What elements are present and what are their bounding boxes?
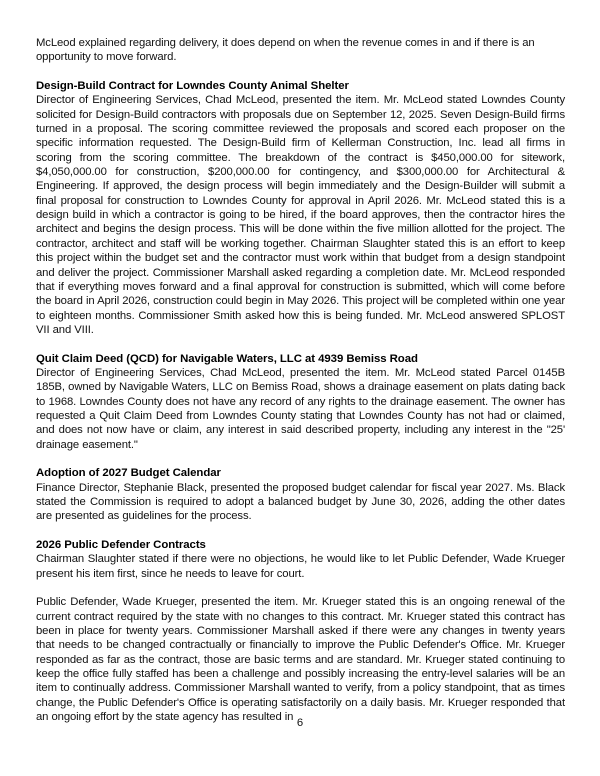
paragraph-design-build-contract: Director of Engineering Services, Chad McLeod, presented the item. Mr. McLeod stated Lowndes County solicited for Design-Build contractors with proposals due on September 12, 2025. Seven Design-Build firms turned in a proposal. The scoring committee reviewed the proposals and scored each proposer on the specific information requested. The Design-Build firm of Kellerman Construction, Inc. lead all firms in scoring from the scoring committee. The breakdown of the contract is $450,000.00 for sitework, $4,050,000.00 for construction, $200,000.00 for contingency, and $300,000.00 for Architectural & Engineering. If approved, the design process will begin immediately and the Design-Builder will submit a final proposal for construction to Lowndes County for approval in April 2026. Mr. McLeod stated this is a design build in which a contractor is going to be hired, if the board approves, then the contractor hires the architect and begins the design process. This will be done within the five million allotted for the project. The contractor, architect and staff will be working together. Chairman Slaughter stated this is an effort to keep this project within the budget set and the contractor must work within that budget from a design standpoint and deliver the project. Commissioner Marshall asked regarding a completion date. Mr. McLeod responded that if everything moves forward and a final approval for construction is submitted, which will come before the board in April 2026, construction could begin in May 2026. This project will be completed within one year to eighteen months. Commissioner Smith asked how this is being funded. Mr. McLeod answered SPLOST VII and VIII. (36, 94, 565, 336)
spacer-4 (36, 524, 565, 538)
heading-design-build-contract: Design-Build Contract for Lowndes County Animal Shelter (36, 80, 349, 93)
paragraph-quit-claim-deed: Director of Engineering Services, Chad McLeod, presented the item. Mr. McLeod stated Parcel 0145B 185B, owned by Navigable Waters, LLC on Bemiss Road, shows a drainage easement on plats dating back to 1968. Lowndes County does not have any record of any rights to the drainage easement. The owner has requested a Quit Claim Deed from Lowndes County stating that Lowndes County has not had or claimed, and does not now have or claim, any interest in said described property, including any interest in the "25' drainage easement." (36, 366, 565, 451)
heading-public-defender-contracts: 2026 Public Defender Contracts (36, 539, 206, 552)
spacer-5 (36, 581, 565, 595)
document-body (36, 36, 565, 725)
paragraph-delivery-revenue: McLeod explained regarding delivery, it does depend on when the revenue comes in and if there is an opportunity to move forward. (36, 37, 535, 64)
paragraph-public-defender-intro: Chairman Slaughter stated if there were no objections, he would like to let Public Defender, Wade Krueger present his item first, since he needs to leave for court. (36, 553, 565, 580)
heading-quit-claim-deed: Quit Claim Deed (QCD) for Navigable Waters, LLC at 4939 Bemiss Road (36, 352, 418, 365)
paragraph-public-defender-detail: Public Defender, Wade Krueger, presented the item. Mr. Krueger stated this is an ongoing renewal of the current contract required by the state with no changes to this contract. Mr. Krueger stated this contract has been in place for twenty years. Commissioner Marshall asked if there were any changes in twenty years that needs to be changed contractually or financially to improve the Public Defender's Office. Mr. Krueger responded as far as the contract, those are basic terms and are standard. Mr. Krueger stated continuing to keep the office fully staffed has been a challenge and possibly increasing the entry-level salaries will be an item to continually address. Commissioner Marshall wanted to verify, from a policy standpoint, that as times change, the Public Defender's Office is operating satisfactorily on a daily basis. Mr. Krueger responded that an ongoing effort by the state agency has resulted in (36, 596, 565, 724)
spacer-1 (36, 65, 565, 79)
spacer-2 (36, 337, 565, 351)
page-number: 6 (296, 717, 304, 729)
heading-budget-calendar: Adoption of 2027 Budget Calendar (36, 467, 221, 480)
paragraph-budget-calendar: Finance Director, Stephanie Black, presented the proposed budget calendar for fiscal year 2027. Ms. Black stated the Commission is required to adopt a balanced budget by June 30, 2026, adding the other dates are presented as guidelines for the process. (36, 481, 565, 523)
spacer-3 (36, 452, 565, 466)
